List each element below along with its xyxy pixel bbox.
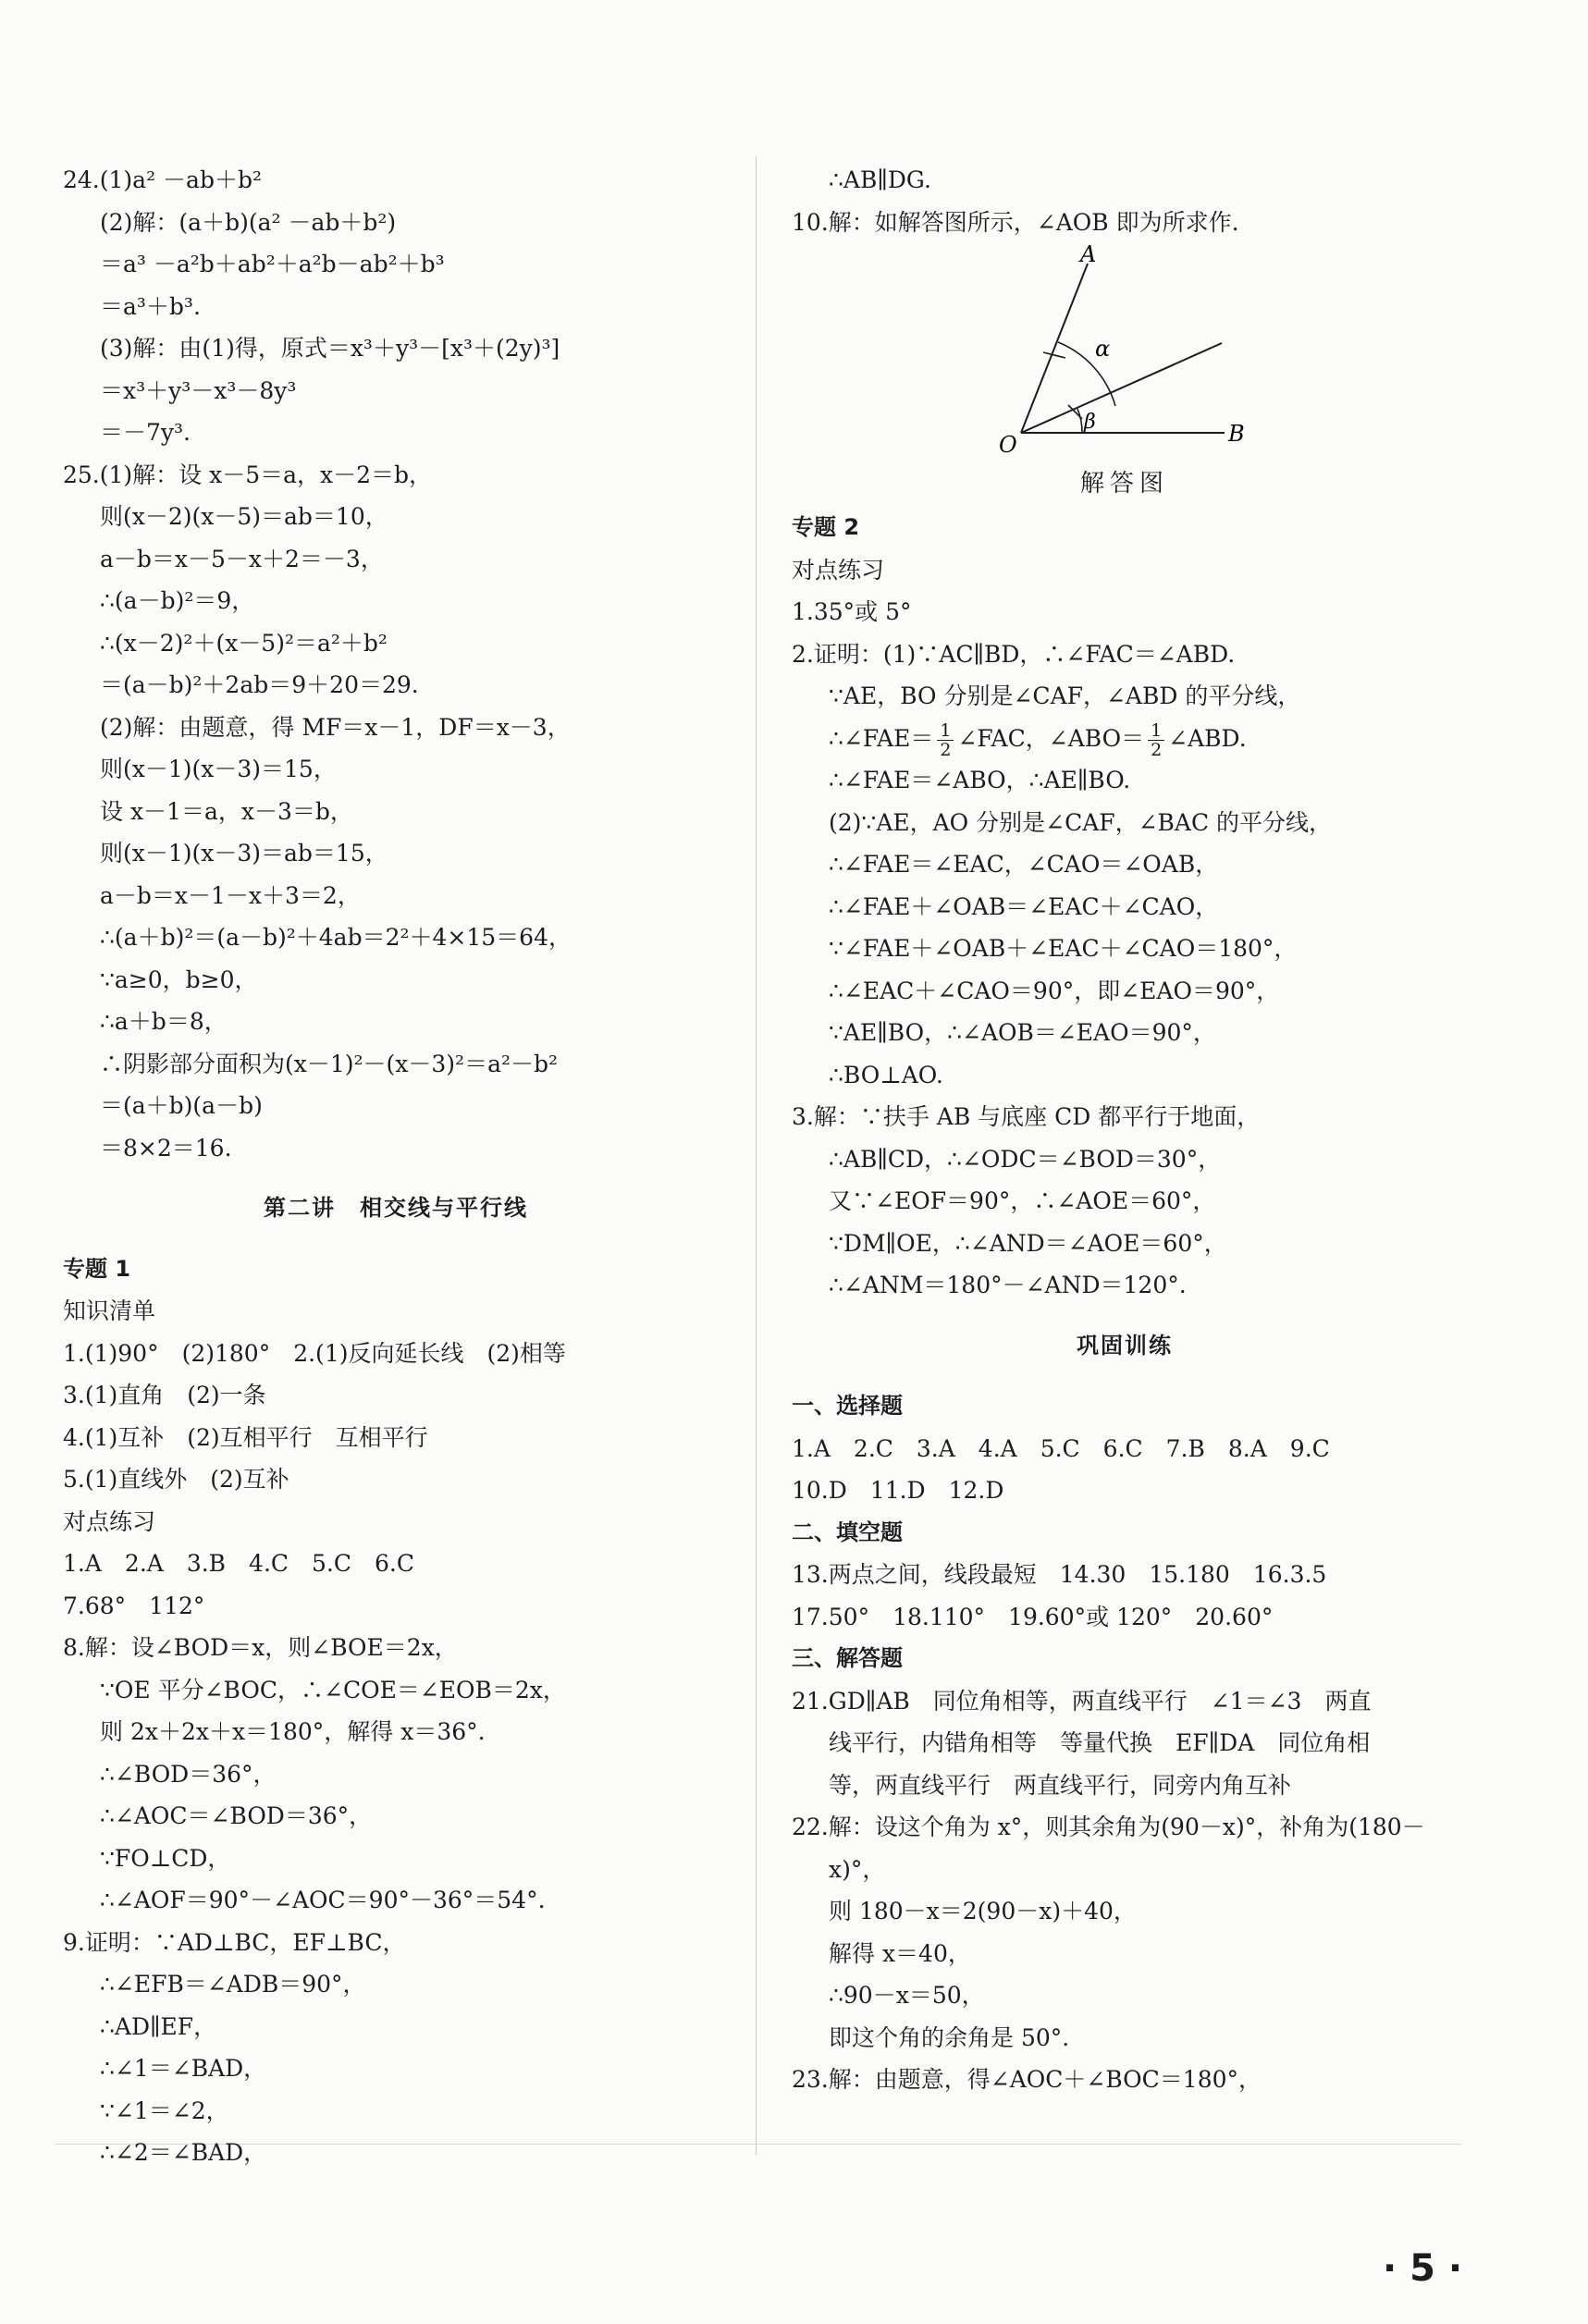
text-line: 24.(1)a² －ab＋b² [63, 166, 262, 193]
text-line-fraction [792, 718, 1458, 760]
text-line: 10.D 11.D 12.D [792, 1477, 1004, 1504]
text-line: a－b＝x－1－x＋3＝2， [100, 881, 361, 909]
fraction-line-part: ∴∠FAE＝ [829, 724, 934, 752]
text-line: ＝8×2＝16. [100, 1134, 232, 1162]
text-line: 对点练习 [792, 556, 885, 584]
tick-mark [1043, 352, 1065, 358]
text-line: (3)解：由(1)得，原式＝x³＋y³－[x³＋(2y)³] [100, 335, 560, 362]
text-line: 解得 x＝40， [829, 1939, 971, 1967]
text-line: ∴∠ANM＝180°－∠AND＝120°. [829, 1272, 1187, 1298]
text-line: 对点练习 [63, 1507, 156, 1535]
fraction-line-part: ∠ABD. [1168, 724, 1247, 752]
section-heading: 专题 2 [792, 514, 860, 540]
fraction-numerator: 1 [1148, 721, 1164, 741]
spacer [63, 1169, 729, 1187]
text-line: 1.A 2.C 3.A 4.A 5.C 6.C 7.B 8.A 9.C [792, 1434, 1330, 1462]
text-line: 21.GD∥AB 同位角相等，两直线平行 ∠1＝∠3 两直 [792, 1687, 1372, 1715]
right-column [792, 159, 1458, 2101]
text-line: ∴BO⊥AO. [829, 1061, 943, 1088]
figure-caption: 解答图 [1079, 470, 1169, 498]
text-line: 1.35°或 5° [792, 598, 912, 625]
text-line: 23.解：由题意，得∠AOC＋∠BOC＝180°， [792, 2066, 1262, 2093]
text-line: ＝－7y³. [100, 419, 191, 446]
fraction-numerator: 1 [937, 721, 954, 741]
text-line: 2.证明：(1)∵AC∥BD，∴∠FAC＝∠ABD. [792, 640, 1236, 668]
answer-figure [792, 243, 1458, 461]
spacer [792, 1307, 1458, 1325]
fraction-line-part: ∠FAC，∠ABO＝ [957, 724, 1145, 752]
text-line: ∴∠FAE＝∠ABO，∴AE∥BO. [829, 767, 1131, 793]
text-line: ∵OE 平分∠BOC，∴∠COE＝∠EOB＝2x， [100, 1676, 566, 1703]
left-column [63, 159, 729, 2174]
label-b: B [1228, 421, 1245, 447]
label-a: A [1080, 243, 1097, 267]
text-line: ∴(a－b)²＝9， [100, 587, 255, 614]
text-line: ∴∠BOD＝36°， [100, 1760, 277, 1788]
text-line: ∵a≥0，b≥0， [100, 965, 258, 993]
text-line: 即这个角的余角是 50°. [829, 2023, 1070, 2051]
section-title: 第二讲 相交线与平行线 [264, 1195, 528, 1221]
text-line: 17.50° 18.110° 19.60°或 120° 20.60° [792, 1603, 1274, 1630]
label-o: O [999, 432, 1017, 458]
arc-beta [1077, 409, 1082, 433]
text-line: 5.(1)直线外 (2)互补 [63, 1466, 289, 1493]
text-line: ∴∠EAC＋∠CAO＝90°，即∠EAO＝90°， [829, 977, 1280, 1004]
text-line: ∴AB∥DG. [829, 166, 931, 193]
section-heading: 二、填空题 [792, 1519, 903, 1545]
text-line: ＝a³ －a²b＋ab²＋a²b－ab²＋b³ [100, 251, 445, 277]
text-line: ＝(a＋b)(a－b) [100, 1092, 263, 1119]
text-line: 3.(1)直角 (2)一条 [63, 1382, 266, 1408]
text-line: ∴AD∥EF， [100, 2012, 217, 2040]
text-line: 设 x－1＝a，x－3＝b， [100, 797, 353, 825]
text-line: ∵AE，BO 分别是∠CAF，∠ABD 的平分线， [829, 682, 1301, 709]
text-line: 22.解：设这个角为 x°，则其余角为(90－x)°，补角为(180－ [792, 1814, 1425, 1840]
section-heading: 专题 1 [63, 1255, 131, 1282]
text-line: 8.解：设∠BOD＝x，则∠BOE＝2x， [63, 1634, 458, 1661]
text-line: ∴∠FAE＝∠EAC，∠CAO＝∠OAB， [829, 851, 1219, 878]
text-line: ∴(a＋b)²＝(a－b)²＋4ab＝2²＋4×15＝64， [100, 924, 572, 951]
text-line: ∴a＋b＝8， [100, 1008, 228, 1035]
text-line: ＝(a－b)²＋2ab＝9＋20＝29. [100, 671, 419, 698]
text-line: x)°， [829, 1855, 886, 1883]
text-line: ＝a³＋b³. [100, 292, 201, 320]
text-line: 25.(1)解：设 x－5＝a，x－2＝b， [63, 461, 433, 488]
text-line: 9.证明：∵AD⊥BC，EF⊥BC， [63, 1928, 406, 1956]
fraction-half [1148, 721, 1164, 759]
text-line: 13.两点之间，线段最短 14.30 15.180 16.3.5 [792, 1561, 1327, 1588]
text-line: (2)解：(a＋b)(a² －ab＋b²) [100, 208, 397, 236]
text-line: ∵∠FAE＋∠OAB＋∠EAC＋∠CAO＝180°， [829, 935, 1298, 962]
label-beta: β [1084, 411, 1096, 434]
text-line: 10.解：如解答图所示，∠AOB 即为所求作. [792, 208, 1239, 236]
text-line: ∴∠2＝∠BAD， [100, 2139, 267, 2166]
text-line: 则(x－1)(x－3)＝15， [100, 756, 337, 782]
text-line: 则(x－1)(x－3)＝ab＝15， [100, 840, 388, 867]
text-line: 等，两直线平行 两直线平行，同旁内角互补 [829, 1771, 1292, 1799]
fraction-denominator: 2 [1151, 739, 1163, 759]
text-line: ∴AB∥CD，∴∠ODC＝∠BOD＝30°， [829, 1145, 1222, 1173]
text-line: 线平行，内错角相等 等量代换 EF∥DA 同位角相 [829, 1729, 1371, 1756]
text-line: ∴阴影部分面积为(x－1)²－(x－3)²＝a²－b² [100, 1050, 559, 1077]
text-line: 3.解：∵扶手 AB 与底座 CD 都平行于地面， [792, 1103, 1261, 1130]
text-line: 则 2x＋2x＋x＝180°，解得 x＝36°. [100, 1718, 486, 1745]
text-line: 又∵∠EOF＝90°，∴∠AOE＝60°， [829, 1187, 1216, 1214]
text-line: a－b＝x－5－x＋2＝－3， [100, 545, 384, 572]
text-line: ∴∠AOC＝∠BOD＝36°， [100, 1802, 373, 1829]
text-line: 知识清单 [63, 1297, 156, 1324]
spacer [63, 1230, 729, 1248]
text-line: ∵FO⊥CD， [100, 1844, 231, 1872]
text-line: ∵DM∥OE，∴∠AND＝∠AOE＝60°， [829, 1229, 1227, 1257]
text-line: ∵∠1＝∠2， [100, 2097, 229, 2124]
text-line: ∴(x－2)²＋(x－5)²＝a²＋b² [100, 629, 388, 657]
text-line: ∵AE∥BO，∴∠AOB＝∠EAO＝90°， [829, 1019, 1216, 1046]
text-line: 1.A 2.A 3.B 4.C 5.C 6.C [63, 1550, 414, 1577]
fraction-denominator: 2 [940, 739, 952, 759]
text-line: 则 180－x＝2(90－x)＋40， [829, 1898, 1137, 1924]
text-line: 4.(1)互补 (2)互相平行 互相平行 [63, 1423, 428, 1451]
column-divider [756, 157, 757, 2155]
section-heading: 一、选择题 [792, 1393, 903, 1419]
section-heading: 三、解答题 [792, 1645, 903, 1671]
section-title: 巩固训练 [1077, 1332, 1173, 1359]
text-line: ∴∠1＝∠BAD， [100, 2055, 267, 2082]
text-line: ∴∠AOF＝90°－∠AOC＝90°－36°＝54°. [100, 1887, 546, 1913]
text-line: 1.(1)90° (2)180° 2.(1)反向延长线 (2)相等 [63, 1339, 566, 1367]
text-line: 则(x－2)(x－5)＝ab＝10， [100, 503, 388, 530]
text-line: (2)解：由题意，得 MF＝x－1，DF＝x－3， [100, 713, 571, 741]
spacer [792, 1367, 1458, 1385]
text-line: 7.68° 112° [63, 1592, 205, 1619]
fraction-half [937, 721, 954, 759]
text-line: ∴∠FAE＋∠OAB＝∠EAC＋∠CAO， [829, 892, 1219, 920]
text-line: (2)∵AE，AO 分别是∠CAF，∠BAC 的平分线， [829, 808, 1333, 836]
angle-construction-diagram [986, 243, 1263, 461]
text-line: ∴90－x＝50， [829, 1982, 985, 2009]
text-line: ＝x³＋y³－x³－8y³ [100, 376, 297, 404]
label-alpha: α [1095, 336, 1111, 362]
text-line: ∴∠EFB＝∠ADB＝90°， [100, 1971, 366, 1998]
page-number: · 5 · [1383, 2247, 1463, 2290]
